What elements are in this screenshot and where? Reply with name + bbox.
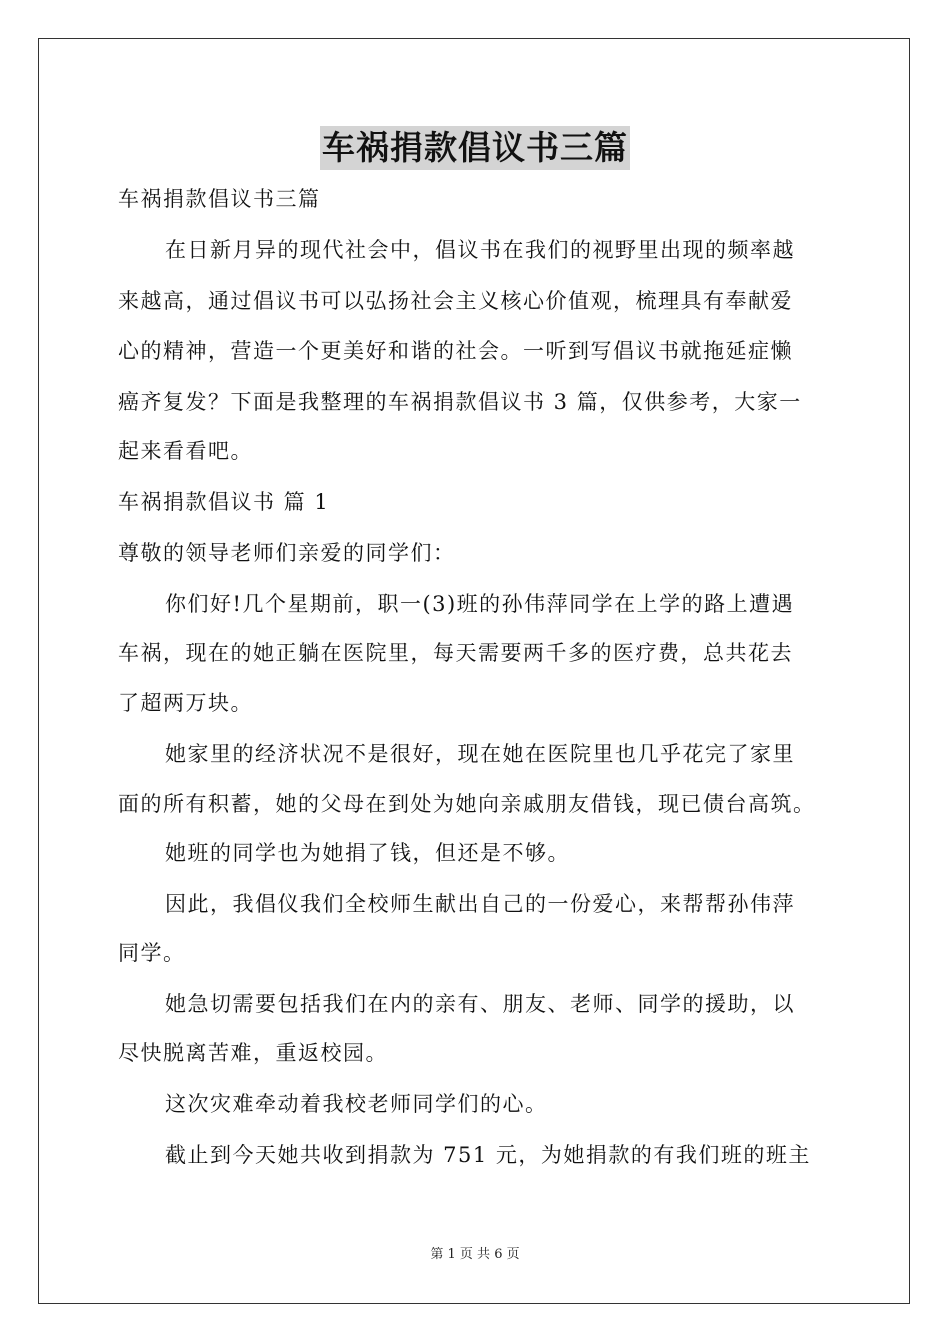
paragraph-line: 在日新月异的现代社会中，倡议书在我们的视野里出现的频率越	[165, 238, 795, 262]
paragraph-line: 起来看看吧。	[118, 439, 253, 463]
paragraph-line: 了超两万块。	[118, 691, 253, 715]
paragraph-line: 她班的同学也为她捐了钱，但还是不够。	[165, 841, 570, 865]
salutation-line: 尊敬的领导老师们亲爱的同学们：	[118, 541, 456, 565]
paragraph-line: 尽快脱离苦难，重返校园。	[118, 1041, 388, 1065]
document-title: 车祸捐款倡议书三篇	[320, 126, 630, 170]
section-heading: 车祸捐款倡议书 篇 1	[118, 490, 330, 514]
subtitle-line: 车祸捐款倡议书三篇	[118, 187, 321, 211]
paragraph-line: 你们好!几个星期前，职一(3)班的孙伟萍同学在上学的路上遭遇	[165, 592, 795, 616]
paragraph-line: 同学。	[118, 941, 186, 965]
page-number-footer: 第 1 页 共 6 页	[430, 1247, 520, 1262]
paragraph-line: 面的所有积蓄，她的父母在到处为她向亲戚朋友借钱，现已债台高筑。	[118, 792, 816, 816]
paragraph-line: 这次灾难牵动着我校老师同学们的心。	[165, 1092, 548, 1116]
paragraph-line: 她急切需要包括我们在内的亲有、朋友、老师、同学的援助，以	[165, 992, 795, 1016]
title-wrap	[0, 126, 950, 170]
paragraph-line: 癌齐复发？下面是我整理的车祸捐款倡议书 3 篇，仅供参考，大家一	[118, 390, 802, 414]
paragraph-line: 她家里的经济状况不是很好，现在她在医院里也几乎花完了家里	[165, 742, 795, 766]
paragraph-line: 来越高，通过倡议书可以弘扬社会主义核心价值观，梳理具有奉献爱	[118, 289, 793, 313]
paragraph-line: 截止到今天她共收到捐款为 751 元，为她捐款的有我们班的班主	[165, 1143, 811, 1167]
paragraph-line: 车祸，现在的她正躺在医院里，每天需要两千多的医疗费，总共花去	[118, 641, 793, 665]
paragraph-line: 心的精神，营造一个更美好和谐的社会。一听到写倡议书就拖延症懒	[118, 339, 793, 363]
paragraph-line: 因此，我倡仪我们全校师生献出自己的一份爱心，来帮帮孙伟萍	[165, 892, 795, 916]
